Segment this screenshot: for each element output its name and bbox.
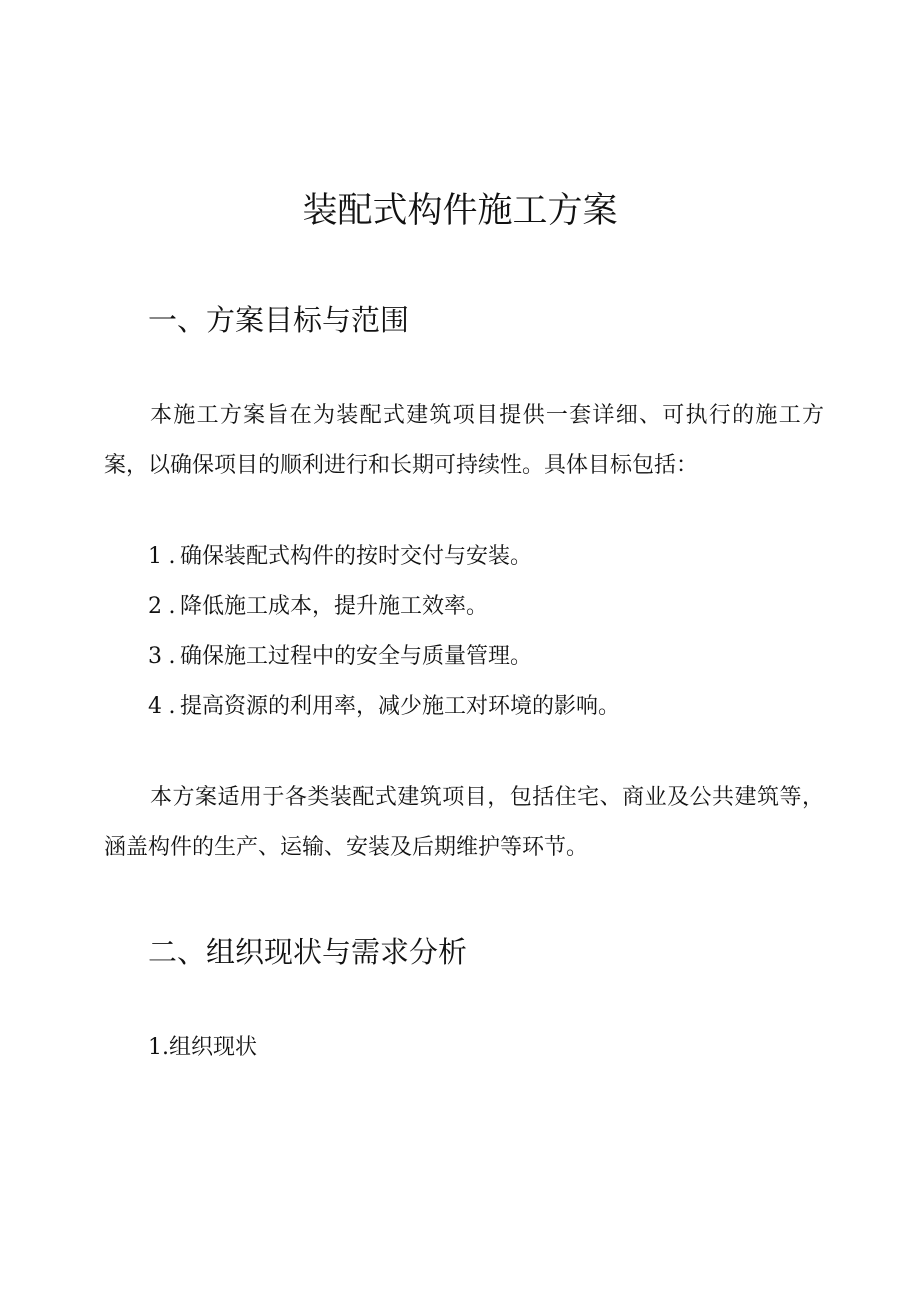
list-item-text: 确保施工过程中的安全与质量管理。	[180, 644, 533, 669]
list-item	[148, 685, 620, 735]
document-title: 装配式构件施工方案	[302, 191, 618, 231]
list-item-separator: .	[168, 594, 176, 619]
list-item-separator: .	[168, 644, 176, 669]
list-item	[148, 535, 620, 585]
list-item-text: 确保装配式构件的按时交付与安装。	[180, 544, 533, 569]
list-item	[148, 585, 620, 635]
list-item-number: 1	[148, 544, 162, 569]
section-heading-1: 一、方案目标与范围	[148, 303, 410, 337]
section1-intro-paragraph: 本施工方案旨在为装配式建筑项目提供一套详细、可执行的施工方案，以确保项目的顺利进行和长期可持续性。具体目标包括：	[104, 403, 824, 478]
list-item-separator: .	[168, 694, 176, 719]
section1-scope-paragraph: 本方案适用于各类装配式建筑项目，包括住宅、商业及公共建筑等，涵盖构件的生产、运输、安装及后期维护等环节。	[104, 785, 824, 860]
list-item-separator: .	[168, 544, 176, 569]
section-heading-2: 二、组织现状与需求分析	[148, 935, 468, 969]
list-item-text: 提高资源的利用率，减少施工对环境的影响。	[180, 694, 621, 719]
list-item-number: 3	[148, 644, 162, 669]
subsection-heading: 1.组织现状	[148, 1035, 257, 1060]
list-item	[148, 635, 620, 685]
goals-list	[148, 535, 620, 735]
list-item-number: 2	[148, 594, 162, 619]
list-item-text: 降低施工成本，提升施工效率。	[180, 594, 489, 619]
list-item-number: 4	[148, 694, 162, 719]
